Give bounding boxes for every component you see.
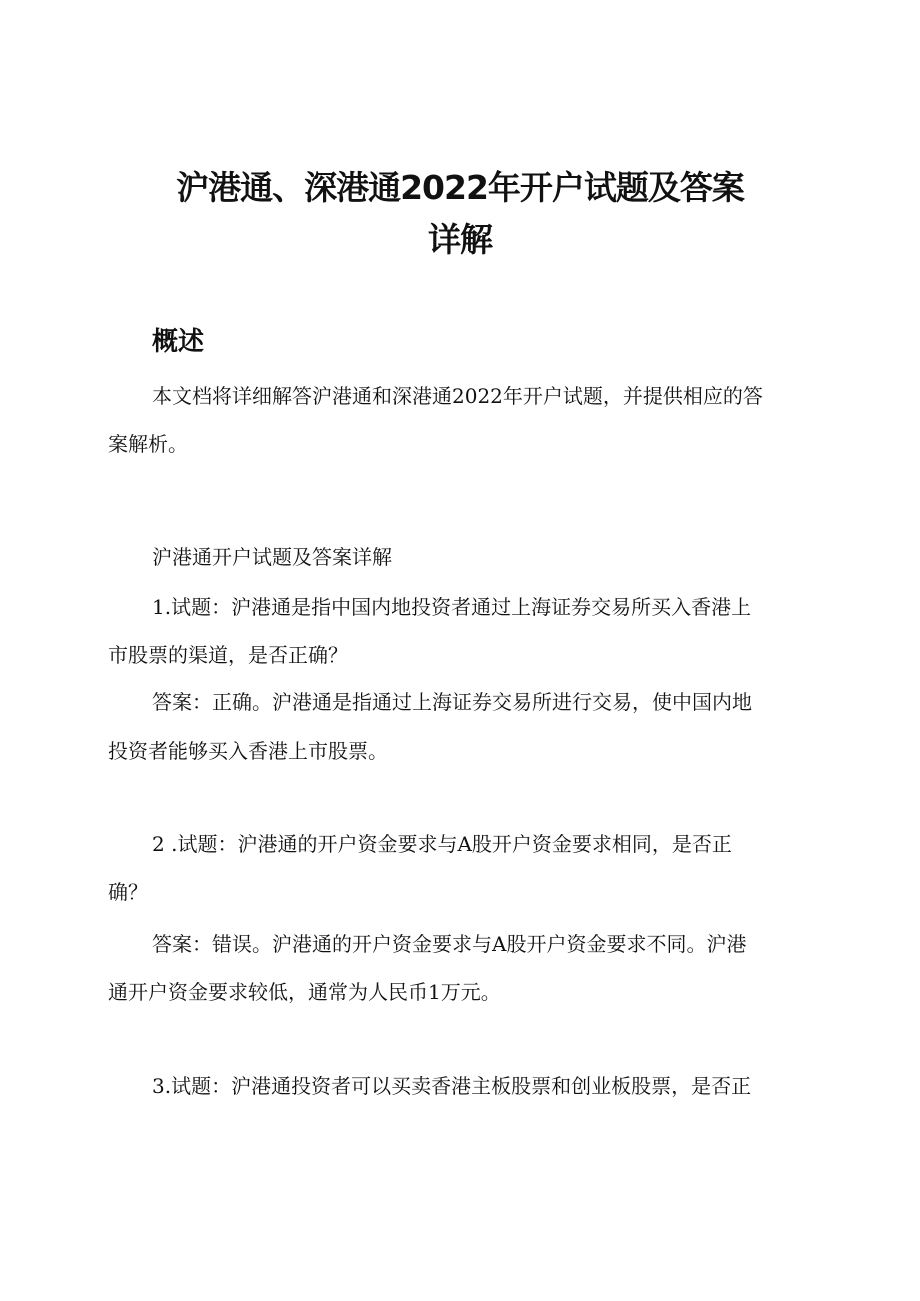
section-title: 沪港通开户试题及答案详解 [152,545,392,569]
answer-2-line-2: 通开户资金要求较低，通常为人民币1万元。 [108,980,501,1004]
document-title-line-1: 沪港通、深港通2022年开户试题及答案 [176,168,744,207]
question-2-line-2: 确？ [108,880,148,904]
question-1-line-1: 1.试题：沪港通是指中国内地投资者通过上海证券交易所买入香港上 [152,595,752,619]
answer-2-line-1: 答案：错误。沪港通的开户资金要求与A股开户资金要求不同。沪港 [152,932,747,956]
question-2-line-1: 2 .试题：沪港通的开户资金要求与A股开户资金要求相同，是否正 [152,832,732,856]
answer-1-line-2: 投资者能够买入香港上市股票。 [108,739,388,763]
overview-paragraph-line-2: 案解析。 [108,432,188,456]
overview-paragraph-line-1: 本文档将详细解答沪港通和深港通2022年开户试题，并提供相应的答 [152,384,763,408]
document-title-line-2: 详解 [428,220,492,259]
answer-1-line-1: 答案：正确。沪港通是指通过上海证券交易所进行交易，使中国内地 [152,690,752,714]
question-1-line-2: 市股票的渠道，是否正确？ [108,643,348,667]
overview-heading: 概述 [152,327,205,357]
question-3-line-1: 3.试题：沪港通投资者可以买卖香港主板股票和创业板股票，是否正 [152,1074,752,1098]
